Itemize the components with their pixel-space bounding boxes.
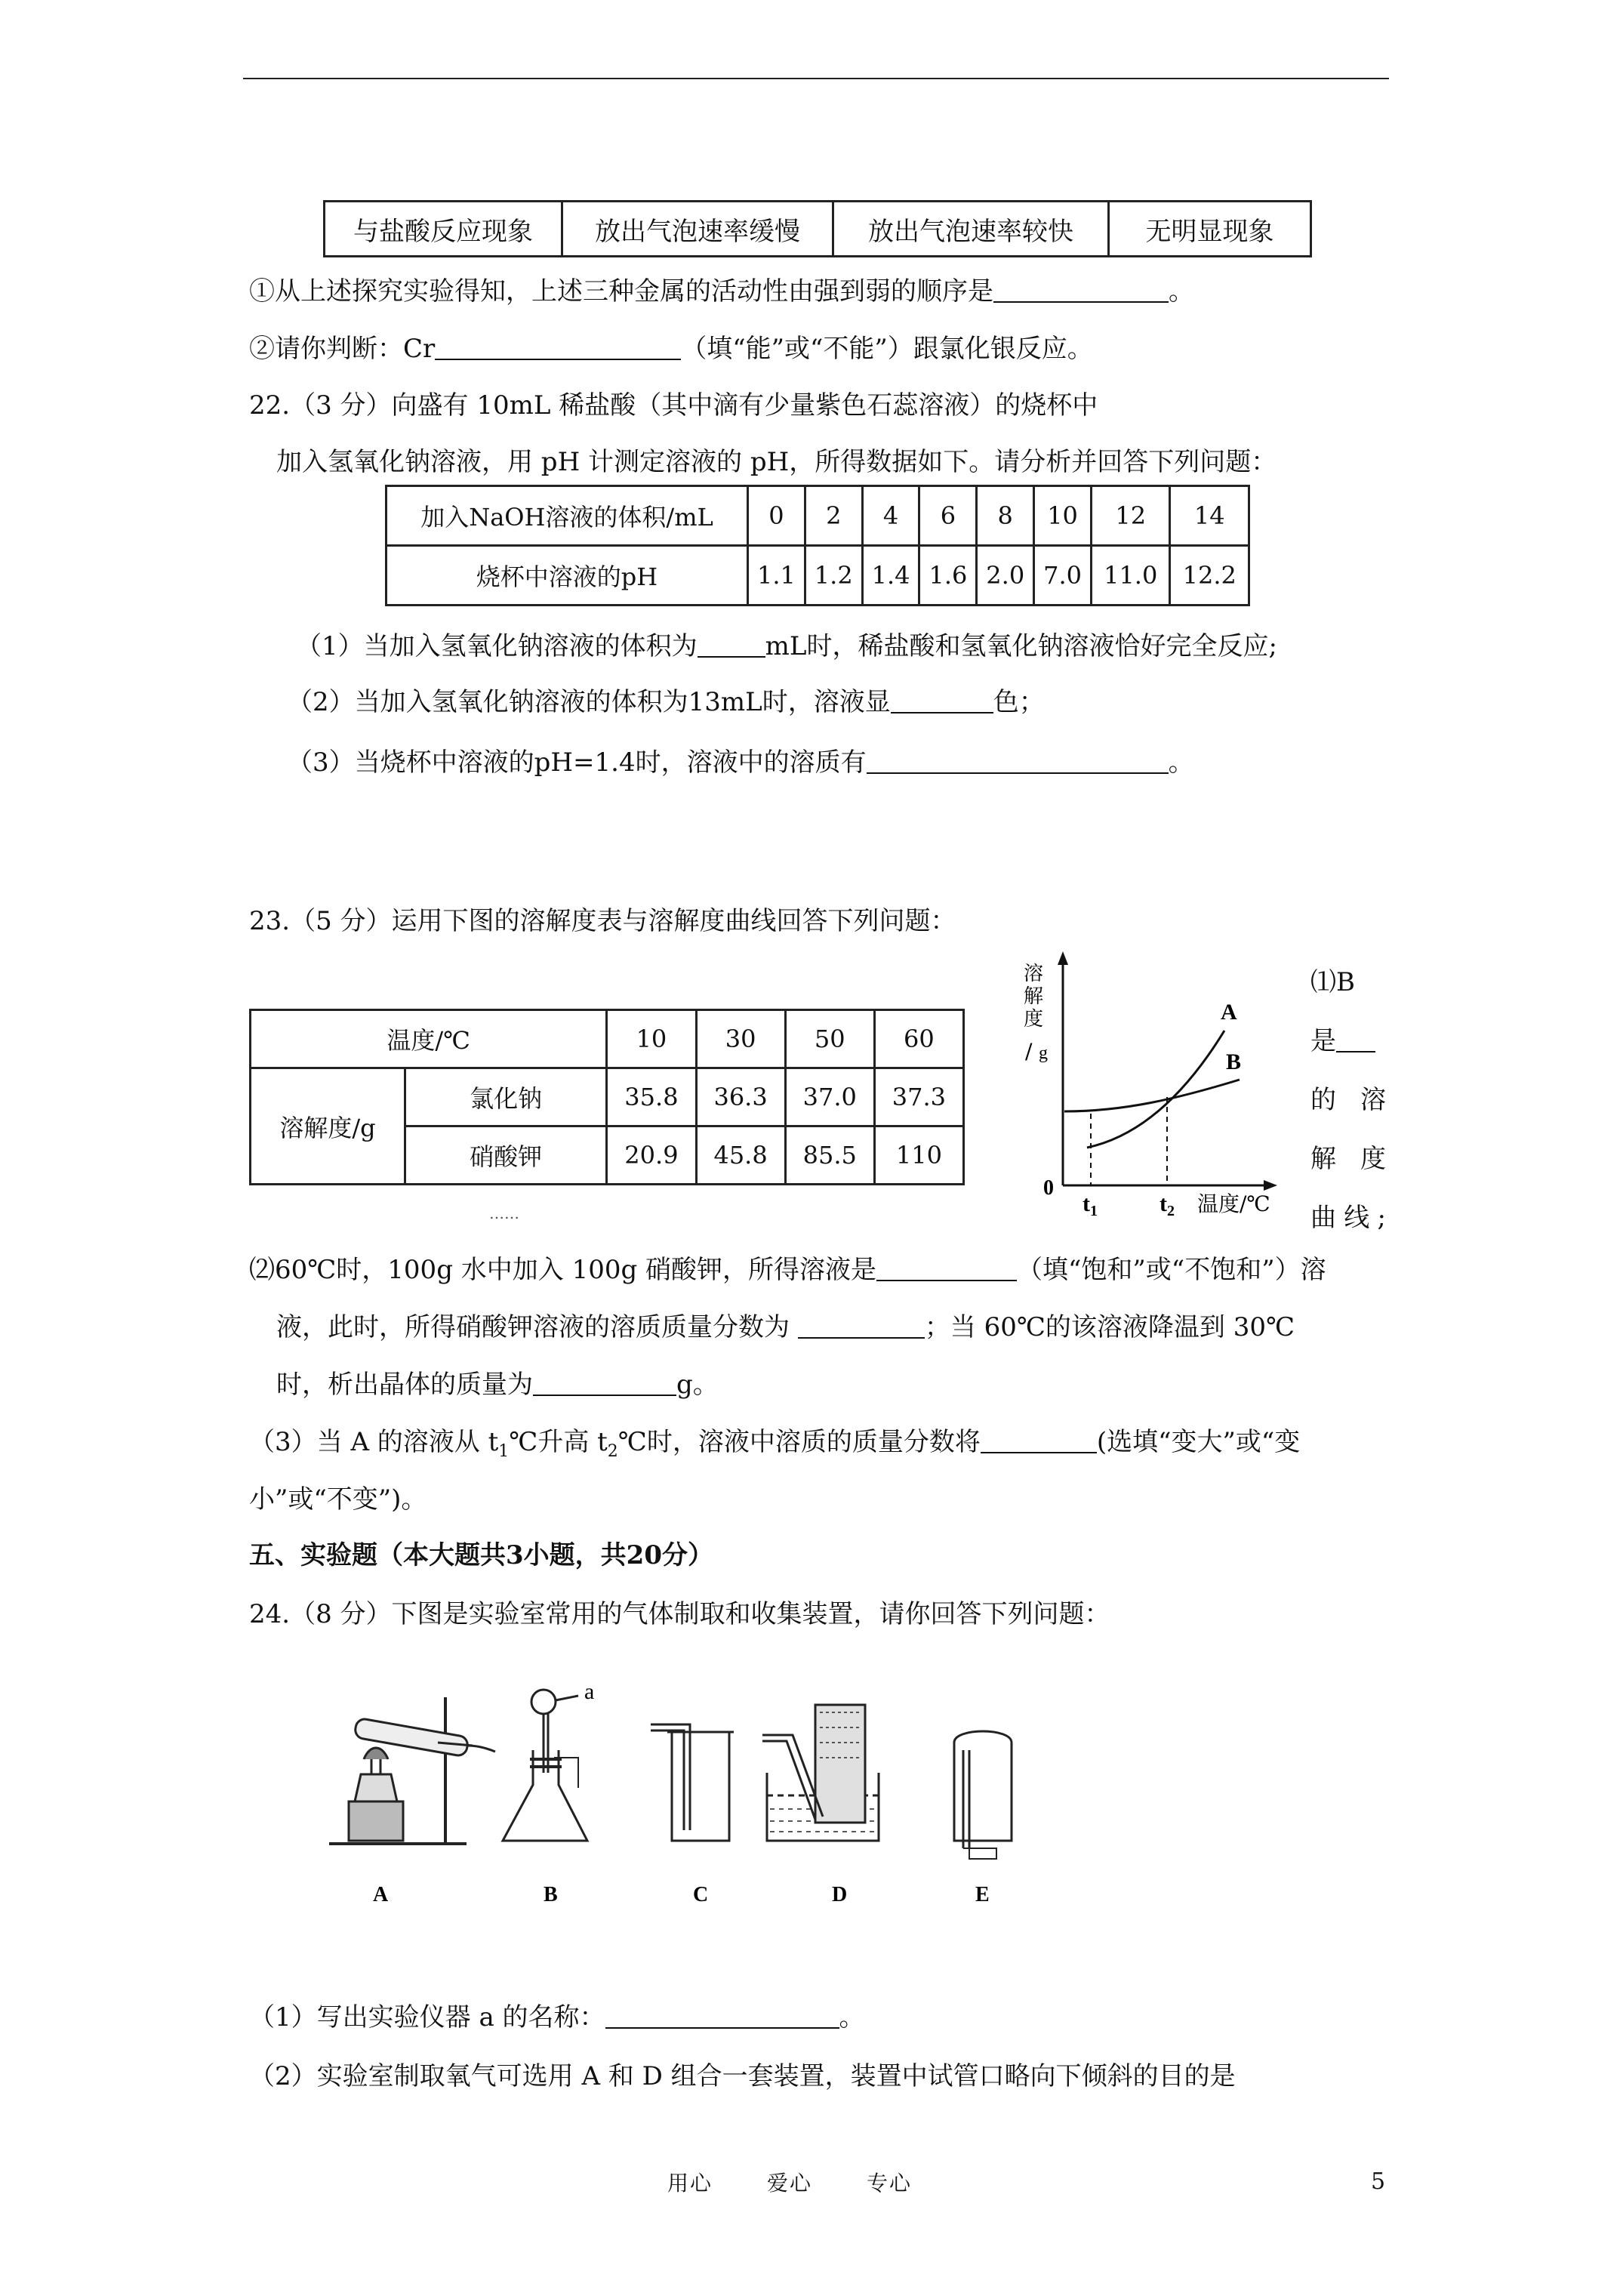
- answer-blank[interactable]: [993, 276, 1169, 303]
- label-c: C: [693, 1883, 709, 1906]
- table-cell: 1.4: [862, 546, 919, 606]
- answer-blank[interactable]: [867, 747, 1169, 774]
- q22-sub3-tail: 。: [1168, 747, 1194, 778]
- t2-label: [1160, 1191, 1175, 1219]
- curve-a-label: A: [1221, 1000, 1237, 1025]
- q22-sub1-text: （1）当加入氢氧化钠溶液的体积为: [296, 631, 698, 661]
- table-cell: 1.6: [919, 546, 977, 606]
- table-cell: 20.9: [607, 1126, 696, 1185]
- q22-sub2-text: （2）当加入氢氧化钠溶液的体积为13mL时，溶液显: [287, 687, 891, 717]
- page-number: 5: [1371, 2168, 1387, 2195]
- side-text-5: 曲线;: [1310, 1203, 1386, 1233]
- ellipsis-mark: ……: [489, 1204, 519, 1222]
- q23-part2-line3: [276, 1368, 719, 1401]
- q21-part1: [249, 275, 1194, 308]
- solubility-curve-diagram: [1012, 944, 1298, 1223]
- t1-letter: t: [1083, 1191, 1090, 1216]
- q24-sub1-text: （1）写出实验仪器 a 的名称：: [249, 2002, 605, 2032]
- table-cell: 放出气泡速率缓慢: [562, 202, 833, 257]
- table-row: [325, 202, 1311, 257]
- table-row: [251, 1068, 964, 1126]
- q23-part2-line2-tail: ；当 60℃的该溶液降温到 30℃: [924, 1312, 1295, 1342]
- label-a: A: [373, 1883, 389, 1906]
- q23-part3-mid2: ℃时，溶液中溶质的质量分数将: [617, 1427, 981, 1457]
- q23-part3-line1: [249, 1425, 1300, 1469]
- header-rule: [243, 78, 1389, 79]
- table-cell: 0: [748, 486, 805, 546]
- q23-part2-line1: [249, 1253, 1326, 1287]
- answer-blank[interactable]: [981, 1426, 1097, 1453]
- y-label-3: 度: [1024, 1008, 1044, 1031]
- solubility-table: [249, 1009, 965, 1185]
- q23-part2-line1-text: ⑵60℃时，100g 水中加入 100g 硝酸钾，所得溶液是: [249, 1255, 877, 1285]
- answer-blank[interactable]: [698, 630, 765, 658]
- row-header: 溶解度/g: [251, 1068, 405, 1185]
- y-label-4: /: [1025, 1039, 1033, 1064]
- table-cell: 10: [1034, 486, 1092, 546]
- lab-apparatus-diagram: [325, 1682, 1064, 1909]
- q24-sub1: [249, 2001, 865, 2034]
- table-cell: 12: [1091, 486, 1169, 546]
- q23-part3-text: （3）当 A 的溶液从 t: [249, 1427, 499, 1457]
- q24-sub1-tail: 。: [839, 2002, 865, 2032]
- table-cell: 12.2: [1170, 546, 1249, 606]
- table-cell: 放出气泡速率较快: [833, 202, 1109, 257]
- x-axis-label: 温度/℃: [1197, 1191, 1270, 1216]
- header-cell: 30: [696, 1010, 785, 1068]
- q22-sub1: [296, 630, 1277, 663]
- curve-b-label: B: [1226, 1049, 1242, 1074]
- answer-blank[interactable]: [798, 1311, 925, 1339]
- table-cell: 1.2: [805, 546, 862, 606]
- footer-motto-1: 用心: [667, 2171, 713, 2196]
- apparatus-a: [329, 1697, 495, 1844]
- q23-part2-line3-tail: g。: [676, 1370, 719, 1400]
- table-cell: 37.0: [785, 1068, 874, 1126]
- label-b: B: [544, 1883, 558, 1906]
- table-cell: 2: [805, 486, 862, 546]
- apparatus-e: [954, 1731, 1012, 1859]
- footer-motto-3: 专心: [867, 2171, 913, 2196]
- table-cell: 45.8: [696, 1126, 785, 1185]
- table-cell: 85.5: [785, 1126, 874, 1185]
- row-header: 烧杯中溶液的pH: [387, 546, 748, 606]
- q21-part2-tail: （填“能”或“不能”）跟氯化银反应。: [681, 334, 1093, 364]
- table-cell: 4: [862, 486, 919, 546]
- answer-blank[interactable]: [891, 686, 993, 713]
- side-text-3: 的 溶: [1310, 1085, 1386, 1115]
- q22-line1: 22.（3 分）向盛有 10mL 稀盐酸（其中滴有少量紫色石蕊溶液）的烧杯中: [249, 390, 1098, 421]
- table-cell: 6: [919, 486, 977, 546]
- answer-blank[interactable]: [876, 1254, 1017, 1281]
- t2-subscript: 2: [1167, 1203, 1175, 1219]
- header-cell: 10: [607, 1010, 696, 1068]
- table-cell: 无明显现象: [1109, 202, 1311, 257]
- q24-intro: 24.（8 分）下图是实验室常用的气体制取和收集装置，请你回答下列问题：: [249, 1599, 1110, 1629]
- q21-part1-end: 。: [1169, 276, 1194, 307]
- y-axis-arrow: [1058, 951, 1068, 965]
- table-cell: 2.0: [977, 546, 1034, 606]
- q23-part2-line1-tail: （填“饱和”或“不饱和”）溶: [1017, 1255, 1326, 1285]
- q22-sub1-tail: mL时，稀盐酸和氢氧化钠溶液恰好完全反应;: [765, 631, 1277, 661]
- q23-part3-line2: 小”或“不变”)。: [249, 1484, 427, 1515]
- table-cell: 14: [1170, 486, 1249, 546]
- section5-heading: 五、实验题（本大题共3小题，共20分）: [249, 1540, 713, 1570]
- y-label-5: g: [1039, 1043, 1048, 1063]
- row-header: 氯化钠: [405, 1068, 607, 1126]
- side-text-4: 解 度: [1310, 1144, 1386, 1174]
- row-header: 加入NaOH溶液的体积/mL: [387, 486, 748, 546]
- apparatus-a-mark: a: [584, 1682, 595, 1704]
- q23-title: 23.（5 分）运用下图的溶解度表与溶解度曲线回答下列问题：: [249, 906, 956, 936]
- table-cell: 11.0: [1091, 546, 1169, 606]
- side-text-2-word: 是: [1310, 1026, 1336, 1056]
- q24-sub2: （2）实验室制取氧气可选用 A 和 D 组合一套装置，装置中试管口略向下倾斜的目的是: [249, 2061, 1236, 2091]
- answer-blank[interactable]: [533, 1369, 676, 1396]
- table-row: [387, 546, 1249, 606]
- q22-line2: 加入氢氧化钠溶液，用 pH 计测定溶液的 pH，所得数据如下。请分析并回答下列问题：: [276, 447, 1277, 477]
- subscript-1: 1: [498, 1441, 510, 1461]
- answer-blank[interactable]: [605, 2002, 839, 2029]
- apparatus-d: [762, 1705, 879, 1841]
- label-d: D: [832, 1883, 848, 1906]
- curve-b: [1064, 1080, 1240, 1111]
- q22-sub2-tail: 色；: [993, 687, 1045, 717]
- table-cell: 36.3: [696, 1068, 785, 1126]
- table-cell: 与盐酸反应现象: [325, 202, 562, 257]
- side-text-1: ⑴B: [1310, 967, 1355, 997]
- table-cell: 8: [977, 486, 1034, 546]
- table-cell: 37.3: [874, 1068, 963, 1126]
- metal-reaction-table: [323, 200, 1312, 257]
- origin-label: 0: [1043, 1176, 1054, 1200]
- footer-motto-2: 爱心: [767, 2171, 813, 2196]
- label-e: E: [975, 1883, 990, 1906]
- y-label-2: 解: [1024, 985, 1044, 1008]
- header-cell: 60: [874, 1010, 963, 1068]
- subscript-2: 2: [607, 1441, 618, 1461]
- q23-part2-line2: [276, 1311, 1295, 1344]
- header-cell: 温度/℃: [251, 1010, 607, 1068]
- table-cell: 7.0: [1034, 546, 1092, 606]
- table-cell: 35.8: [607, 1068, 696, 1126]
- table-row: [387, 486, 1249, 546]
- y-label-1: 溶: [1024, 963, 1044, 985]
- q22-sub3-text: （3）当烧杯中溶液的pH=1.4时，溶液中的溶质有: [287, 747, 867, 778]
- t1-label: [1083, 1191, 1098, 1219]
- table-cell: 1.1: [748, 546, 805, 606]
- header-cell: 50: [785, 1010, 874, 1068]
- q23-part3-tail: (选填“变大”或“变: [1096, 1427, 1301, 1457]
- t1-subscript: 1: [1090, 1203, 1098, 1219]
- t2-letter: t: [1160, 1191, 1167, 1216]
- q22-sub3: [287, 746, 1194, 779]
- row-header: 硝酸钾: [405, 1126, 607, 1185]
- q23-part2-line3-text: 时，析出晶体的质量为: [276, 1370, 533, 1400]
- apparatus-b: [503, 1690, 587, 1841]
- q21-part1-text: ①从上述探究实验得知，上述三种金属的活动性由强到弱的顺序是: [249, 276, 993, 307]
- x-axis-arrow: [1264, 1180, 1277, 1191]
- ph-table: [385, 485, 1250, 606]
- q22-sub2: [287, 686, 1045, 719]
- apparatus-c: [651, 1724, 734, 1841]
- q23-part3-mid: ℃升高 t: [509, 1427, 608, 1457]
- q23-part2-line2-text: 液，此时，所得硝酸钾溶液的溶质质量分数为: [276, 1312, 790, 1342]
- q21-part2: [249, 332, 1093, 365]
- q21-part2-text: ②请你判断：Cr: [249, 334, 436, 364]
- table-cell: 110: [874, 1126, 963, 1185]
- answer-blank[interactable]: [435, 333, 681, 360]
- table-row: [251, 1010, 964, 1068]
- side-text-2: [1310, 1012, 1375, 1071]
- answer-blank[interactable]: [1336, 1025, 1375, 1052]
